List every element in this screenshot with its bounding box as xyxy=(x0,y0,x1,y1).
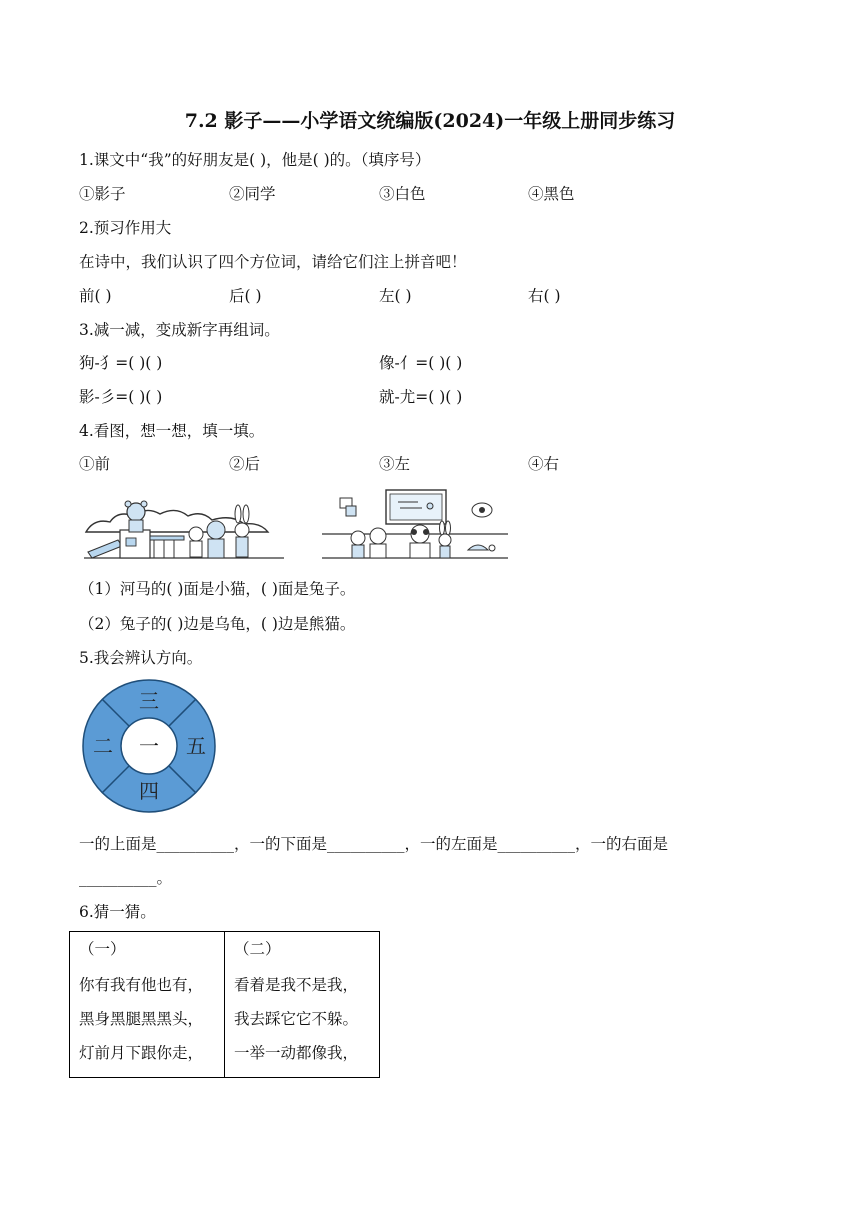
q4-option: ①前 xyxy=(79,455,111,473)
q4-sub2: （2）兔子的( )边是乌龟，( )边是熊猫。 xyxy=(79,615,356,633)
q4-option: ④右 xyxy=(528,455,560,473)
q2-item: 前( ) xyxy=(79,287,112,305)
riddle-cell-1 xyxy=(70,932,225,1078)
riddle-label: （二） xyxy=(234,940,281,958)
riddle-line: 我去踩它它不躲。 xyxy=(234,1010,359,1028)
q1-option: ①影子 xyxy=(79,185,126,203)
q1-option: ②同学 xyxy=(229,185,276,203)
q2-stem: 2.预习作用大 xyxy=(79,219,172,237)
q1-option: ③白色 xyxy=(379,185,426,203)
riddle-table xyxy=(69,931,380,1078)
page-title: 7.2 影子——小学语文统编版(2024)一年级上册同步练习 xyxy=(184,110,676,132)
wheel-top-label: 三 xyxy=(139,689,159,713)
riddle-line: 灯前月下跟你走， xyxy=(79,1044,204,1062)
wheel-right-label: 五 xyxy=(186,734,206,758)
classroom-illustration xyxy=(322,488,508,564)
q1-options xyxy=(0,182,860,204)
q4-stem: 4.看图，想一想，填一填。 xyxy=(79,422,265,440)
q3-stem: 3.减一减，变成新字再组词。 xyxy=(79,321,280,339)
wheel-center-label: 一 xyxy=(139,734,159,758)
q2-item: 后( ) xyxy=(229,287,262,305)
playground-illustration xyxy=(84,492,284,564)
direction-wheel xyxy=(81,678,217,814)
riddle-line: 看着是我不是我， xyxy=(234,976,359,994)
riddle-line: 一举一动都像我， xyxy=(234,1044,359,1062)
riddle-line: 你有我有他也有， xyxy=(79,976,204,994)
wheel-left-label: 二 xyxy=(93,734,113,758)
q3-row xyxy=(0,385,860,407)
riddle-label: （一） xyxy=(79,940,126,958)
q3-row xyxy=(0,351,860,373)
q3-item: 狗-犭=( )( ) xyxy=(79,354,163,372)
riddle-line: 黑身黑腿黑黑头， xyxy=(79,1010,204,1028)
q3-item: 像-亻=( )( ) xyxy=(379,354,463,372)
q5-sentence-line1: 一的上面是__________，一的下面是__________，一的左面是__________，一的右面是 xyxy=(79,835,669,853)
q6-stem: 6.猜一猜。 xyxy=(79,903,156,921)
q2-items xyxy=(0,284,860,306)
q2-item: 左( ) xyxy=(379,287,412,305)
q1-stem: 1.课文中“我”的好朋友是( )，他是( )的。（填序号） xyxy=(79,151,431,169)
q5-sentence-line2: __________。 xyxy=(79,869,173,887)
q4-option: ③左 xyxy=(379,455,411,473)
q4-sub1: （1）河马的( )面是小猫，( )面是兔子。 xyxy=(79,580,356,598)
q4-option: ②后 xyxy=(229,455,261,473)
q3-item: 就-尤=( )( ) xyxy=(379,388,463,406)
q2-item: 右( ) xyxy=(528,287,561,305)
riddle-cell-2 xyxy=(225,932,380,1078)
q4-options xyxy=(0,452,860,474)
q1-option: ④黑色 xyxy=(528,185,575,203)
q2-instruction: 在诗中，我们认识了四个方位词，请给它们注上拼音吧！ xyxy=(79,253,467,271)
q3-item: 影-彡=( )( ) xyxy=(79,388,163,406)
wheel-bottom-label: 四 xyxy=(139,779,159,803)
q5-stem: 5.我会辨认方向。 xyxy=(79,649,203,667)
